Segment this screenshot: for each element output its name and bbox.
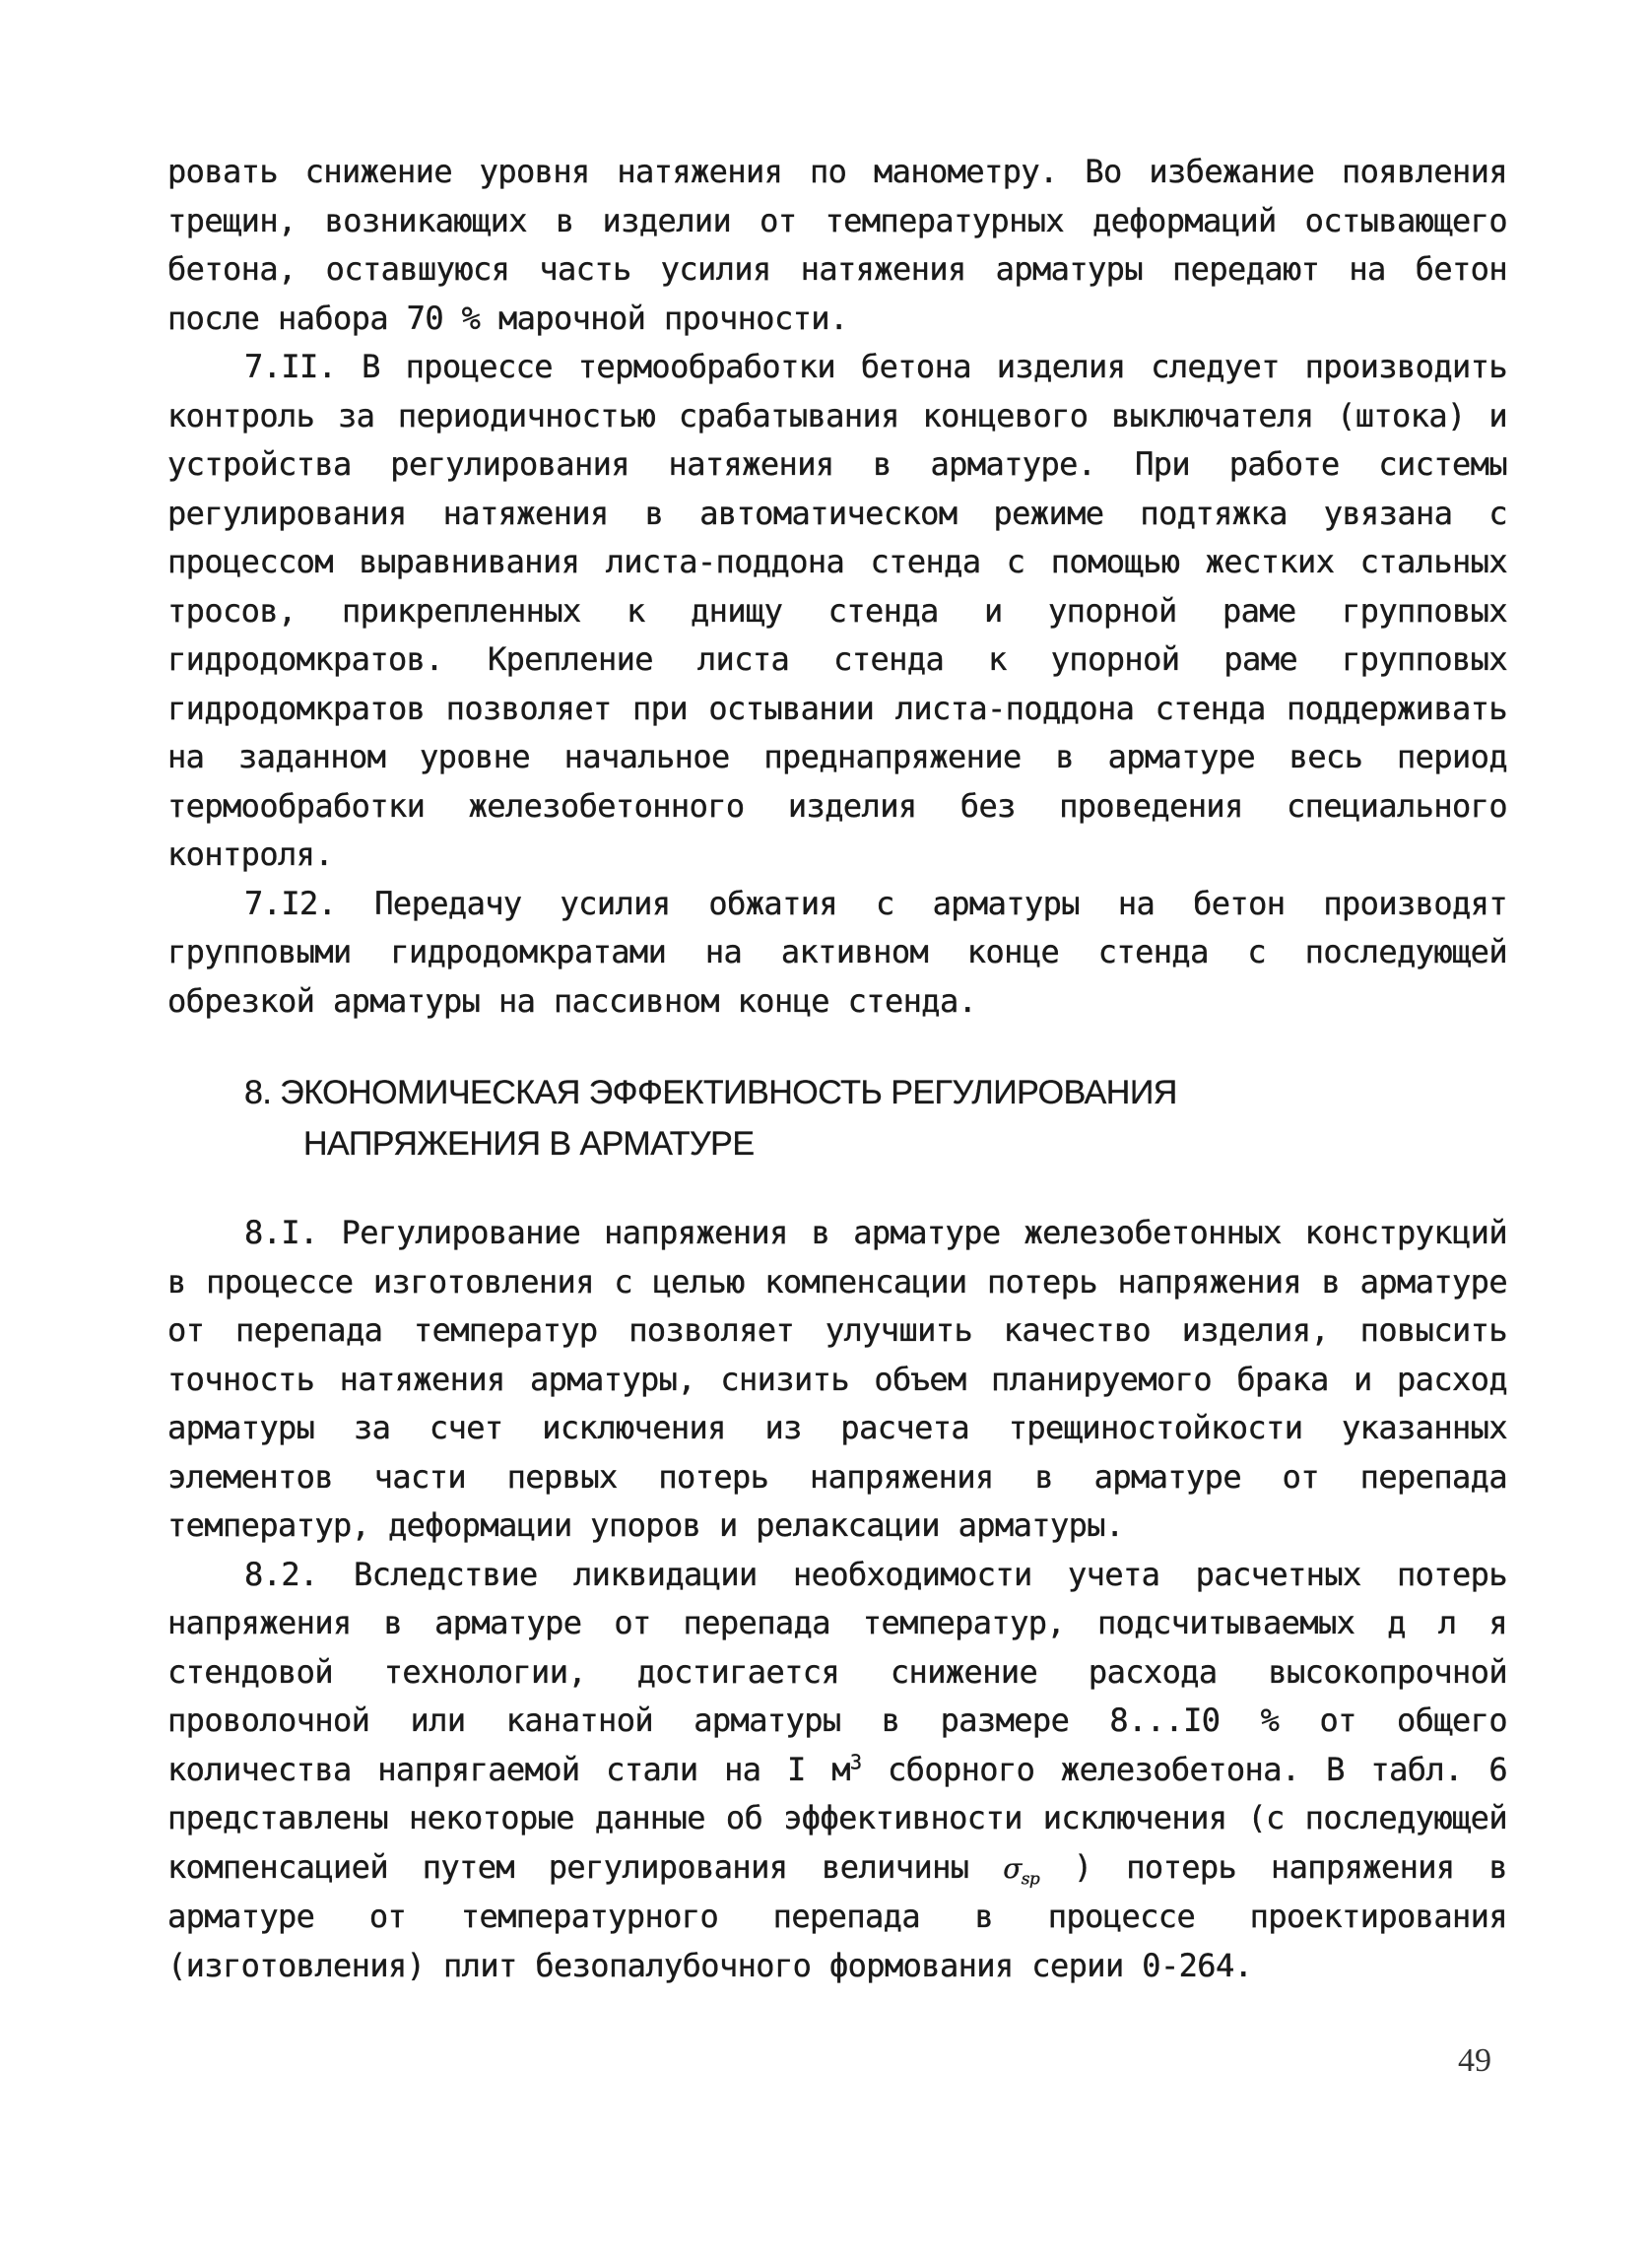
paragraph-continuation: ровать снижение уровня натяжения по манометру. Во избежание появления трещин, возникающих в изделии от температурных деформаций остывающего бетона, оставшуюся часть усилия натяжения арматуры передают на бетон после набора 70 % марочной прочности. — [167, 153, 1507, 337]
paragraph-8-2 — [167, 1551, 1507, 1991]
paragraph-8-2-part-b: сборного железобетона. В табл. 6 представлены некоторые данные об эффективности исключения (с последующей компенсацией путем регулирования величины — [167, 1750, 1507, 1886]
paragraph-7-11: 7.II. В процессе термообработки бетона изделия следует производить контроль за периодичностью срабатывания концевого выключателя (штока) и устройства регулирования натяжения в арматуре. При работе системы регулирования натяжения в автоматическом режиме подтяжка увязана с процессом выравнивания листа-поддона стенда с помощью жестких стальных тросов, прикрепленных к днищу стенда и упорной раме групповых гидродомкратов. Крепление листа стенда к упорной раме групповых гидродомкратов позволяет при остывании листа-поддона стенда поддерживать на заданном уровне начальное преднапряжение в арматуре весь период термообработки железобетонного изделия без проведения специального контроля. — [167, 348, 1507, 873]
sigma-letter: σ — [1003, 1851, 1022, 1885]
section-heading-line-1: 8. ЭКОНОМИЧЕСКАЯ ЭФФЕКТИВНОСТЬ РЕГУЛИРОВАНИЯ — [244, 1074, 1177, 1111]
paragraph-8-1: 8.I. Регулирование напряжения в арматуре железобетонных конструкций в процессе изготовления с целью компенсации потерь напряжения в арматуре от перепада температур позволяет улучшить качество изделия, повысить точность натяжения арматуры, снизить объем планируемого брака и расход арматуры за счет исключения из расчета трещиностойкости указанных элементов части первых потерь напряжения в арматуре от перепада температур, деформации упоров и релаксации арматуры. — [167, 1214, 1507, 1544]
section-heading-line-2: НАПРЯЖЕНИЯ В АРМАТУРЕ — [303, 1125, 755, 1163]
cubic-superscript: 3 — [849, 1749, 862, 1773]
paragraph-8-2-part-a: 8.2. Вследствие ликвидации необходимости учета расчетных потерь напряжения в арматуре от перепада температур, подсчитываемых д л я стендовой технологии, достигается снижение расхода высокопрочной проволочной или канатной арматуры в размере 8...I0 % от общего количества напрягаемой стали на I м — [167, 1555, 1507, 1788]
paragraph-8-2-part-c: ) потерь напряжения в арматуре от температурного перепада в процессе проектирования (изготовления) плит безопалубочного формования серии 0-264. — [167, 1847, 1507, 1984]
page-number: 49 — [1458, 2042, 1491, 2079]
sigma-subscript: sp — [1021, 1869, 1040, 1890]
document-page — [167, 148, 1507, 1990]
section-heading-8 — [244, 1067, 1507, 1169]
sigma-sp-symbol — [1003, 1851, 1040, 1890]
paragraph-7-12: 7.I2. Передачу усилия обжатия с арматуры на бетон производят групповыми гидродомкратами на активном конце стенда с последующей обрезкой арматуры на пассивном конце стенда. — [167, 884, 1507, 1020]
